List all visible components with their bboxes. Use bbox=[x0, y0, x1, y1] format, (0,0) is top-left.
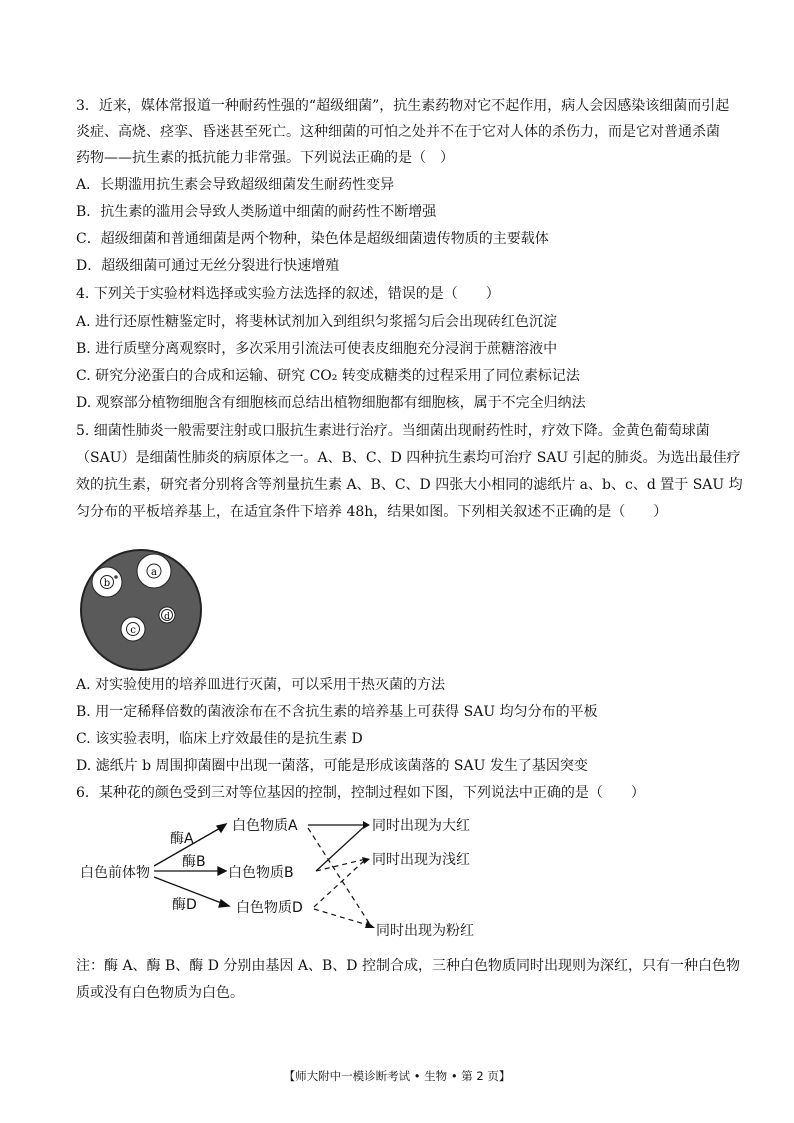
disc-label-a: a bbox=[151, 567, 157, 578]
q5-stem-line3: 效的抗生素，研究者分别将含等剂量抗生素 A、B、C、D 四张大小相同的滤纸片 a、b、c、d 置于 SAU 均 bbox=[76, 477, 743, 493]
arrowhead-pink bbox=[365, 921, 375, 928]
q5-option-a: A. 对实验使用的培养皿进行灭菌，可以采用干热灭菌的方法 bbox=[76, 677, 446, 693]
line-a-to-pink bbox=[308, 828, 371, 926]
arrowhead-light-red bbox=[362, 857, 370, 864]
arrowhead-a bbox=[217, 824, 226, 832]
q5-option-c: C. 该实验表明，临床上疗效最佳的是抗生素 D bbox=[76, 731, 363, 747]
q4-option-b: B. 进行质壁分离观察时，多次采用引流法可使表皮细胞充分浸润于蔗糖溶液中 bbox=[76, 341, 558, 357]
disc-label-d: d bbox=[164, 612, 170, 622]
q3-stem-line2: 炎症、高烧、痉挛、昏迷甚至死亡。这种细菌的可怕之处并不在于它对人体的杀伤力，而是它对普通杀菌 bbox=[76, 124, 720, 140]
arrowhead-deep-red bbox=[363, 821, 370, 829]
disc-label-c: c bbox=[130, 625, 136, 636]
line-b-to-light-red bbox=[316, 859, 366, 871]
q5-option-b: B. 用一定稀释倍数的菌液涂布在不含抗生素的培养基上可获得 SAU 均匀分布的平板 bbox=[76, 704, 598, 720]
q6-note-line2: 质或没有白色物质为白色。 bbox=[76, 985, 244, 1001]
enzyme-a-label: 酶A bbox=[170, 831, 194, 847]
q3-option-c: C．超级细菌和普通细菌是两个物种，染色体是超级细菌遗传物质的主要载体 bbox=[76, 231, 549, 247]
q3-option-b: B．抗生素的滥用会导致人类肠道中细菌的耐药性不断增强 bbox=[76, 204, 437, 220]
q6-stem: 6．某种花的颜色受到三对等位基因的控制，控制过程如下图，下列说法中正确的是（ ） bbox=[76, 785, 645, 801]
q3-stem-line1: 3．近来，媒体常报道一种耐药性强的“超级细菌”，抗生素药物对它不起作用，病人会因感染该细菌而引起 bbox=[76, 98, 730, 114]
q5-stem-line4: 匀分布的平板培养基上，在适宜条件下培养 48h，结果如图。下列相关叙述不正确的是（ ） bbox=[76, 504, 668, 520]
q6-note-line1: 注：酶 A、酶 B、酶 D 分别由基因 A、B、D 控制合成，三种白色物质同时出现则为深红，只有一种白色物 bbox=[76, 958, 740, 974]
substance-d-label: 白色物质D bbox=[236, 900, 303, 916]
q4-option-a: A. 进行还原性糖鉴定时，将斐林试剂加入到组织匀浆摇匀后会出现砖红色沉淀 bbox=[76, 314, 558, 330]
substance-b-label: 白色物质B bbox=[228, 865, 294, 881]
q3-option-d: D．超级细菌可通过无丝分裂进行快速增殖 bbox=[76, 258, 340, 274]
enzyme-d-label: 酶D bbox=[172, 897, 197, 913]
precursor-label: 白色前体物 bbox=[80, 865, 150, 881]
q5-stem-line2: （SAU）是细菌性肺炎的病原体之一。A、B、C、D 四种抗生素均可治疗 SAU 引起的肺炎。为选出最佳疗 bbox=[76, 450, 741, 466]
line-d-to-pink bbox=[314, 909, 371, 926]
q4-stem: 4. 下列关于实验材料选择或实验方法选择的叙述，错误的是（ ） bbox=[76, 286, 500, 302]
disc-label-b: b bbox=[103, 578, 111, 589]
outcome-pink-label: 同时出现为粉红 bbox=[376, 923, 474, 939]
colony-in-zone-b bbox=[114, 575, 118, 579]
outcome-deep-red-label: 同时出现为大红 bbox=[372, 818, 470, 834]
q4-option-d: D. 观察部分植物细胞含有细胞核而总结出植物细胞都有细胞核，属于不完全归纳法 bbox=[76, 395, 586, 411]
q5-stem-line1: 5. 细菌性肺炎一般需要注射或口服抗生素进行治疗。当细菌出现耐药性时，疗效下降。金黄色葡萄球菌 bbox=[76, 423, 710, 439]
petri-dish-figure bbox=[76, 545, 206, 675]
q3-stem-line3: 药物——抗生素的抵抗能力非常强。下列说法正确的是（ ） bbox=[76, 150, 454, 166]
q3-option-a: A．长期滥用抗生素会导致超级细菌发生耐药性变异 bbox=[76, 177, 395, 193]
outcome-light-red-label: 同时出现为浅红 bbox=[372, 852, 470, 868]
substance-a-label: 白色物质A bbox=[232, 818, 298, 834]
arrowhead-d bbox=[219, 900, 229, 907]
arrowhead-b bbox=[218, 867, 226, 875]
enzyme-pathway-diagram bbox=[76, 808, 496, 943]
page-footer: 【师大附中一模诊断考试 • 生物 • 第 2 页】 bbox=[283, 1069, 511, 1083]
line-b-to-deep-red bbox=[316, 825, 366, 871]
enzyme-b-label: 酶B bbox=[182, 854, 206, 870]
q5-option-d: D. 滤纸片 b 周围抑菌圈中出现一菌落，可能是形成该菌落的 SAU 发生了基因突变 bbox=[76, 758, 588, 774]
q4-option-c: C. 研究分泌蛋白的合成和运输、研究 CO₂ 转变成糖类的过程采用了同位素标记法 bbox=[76, 368, 580, 384]
